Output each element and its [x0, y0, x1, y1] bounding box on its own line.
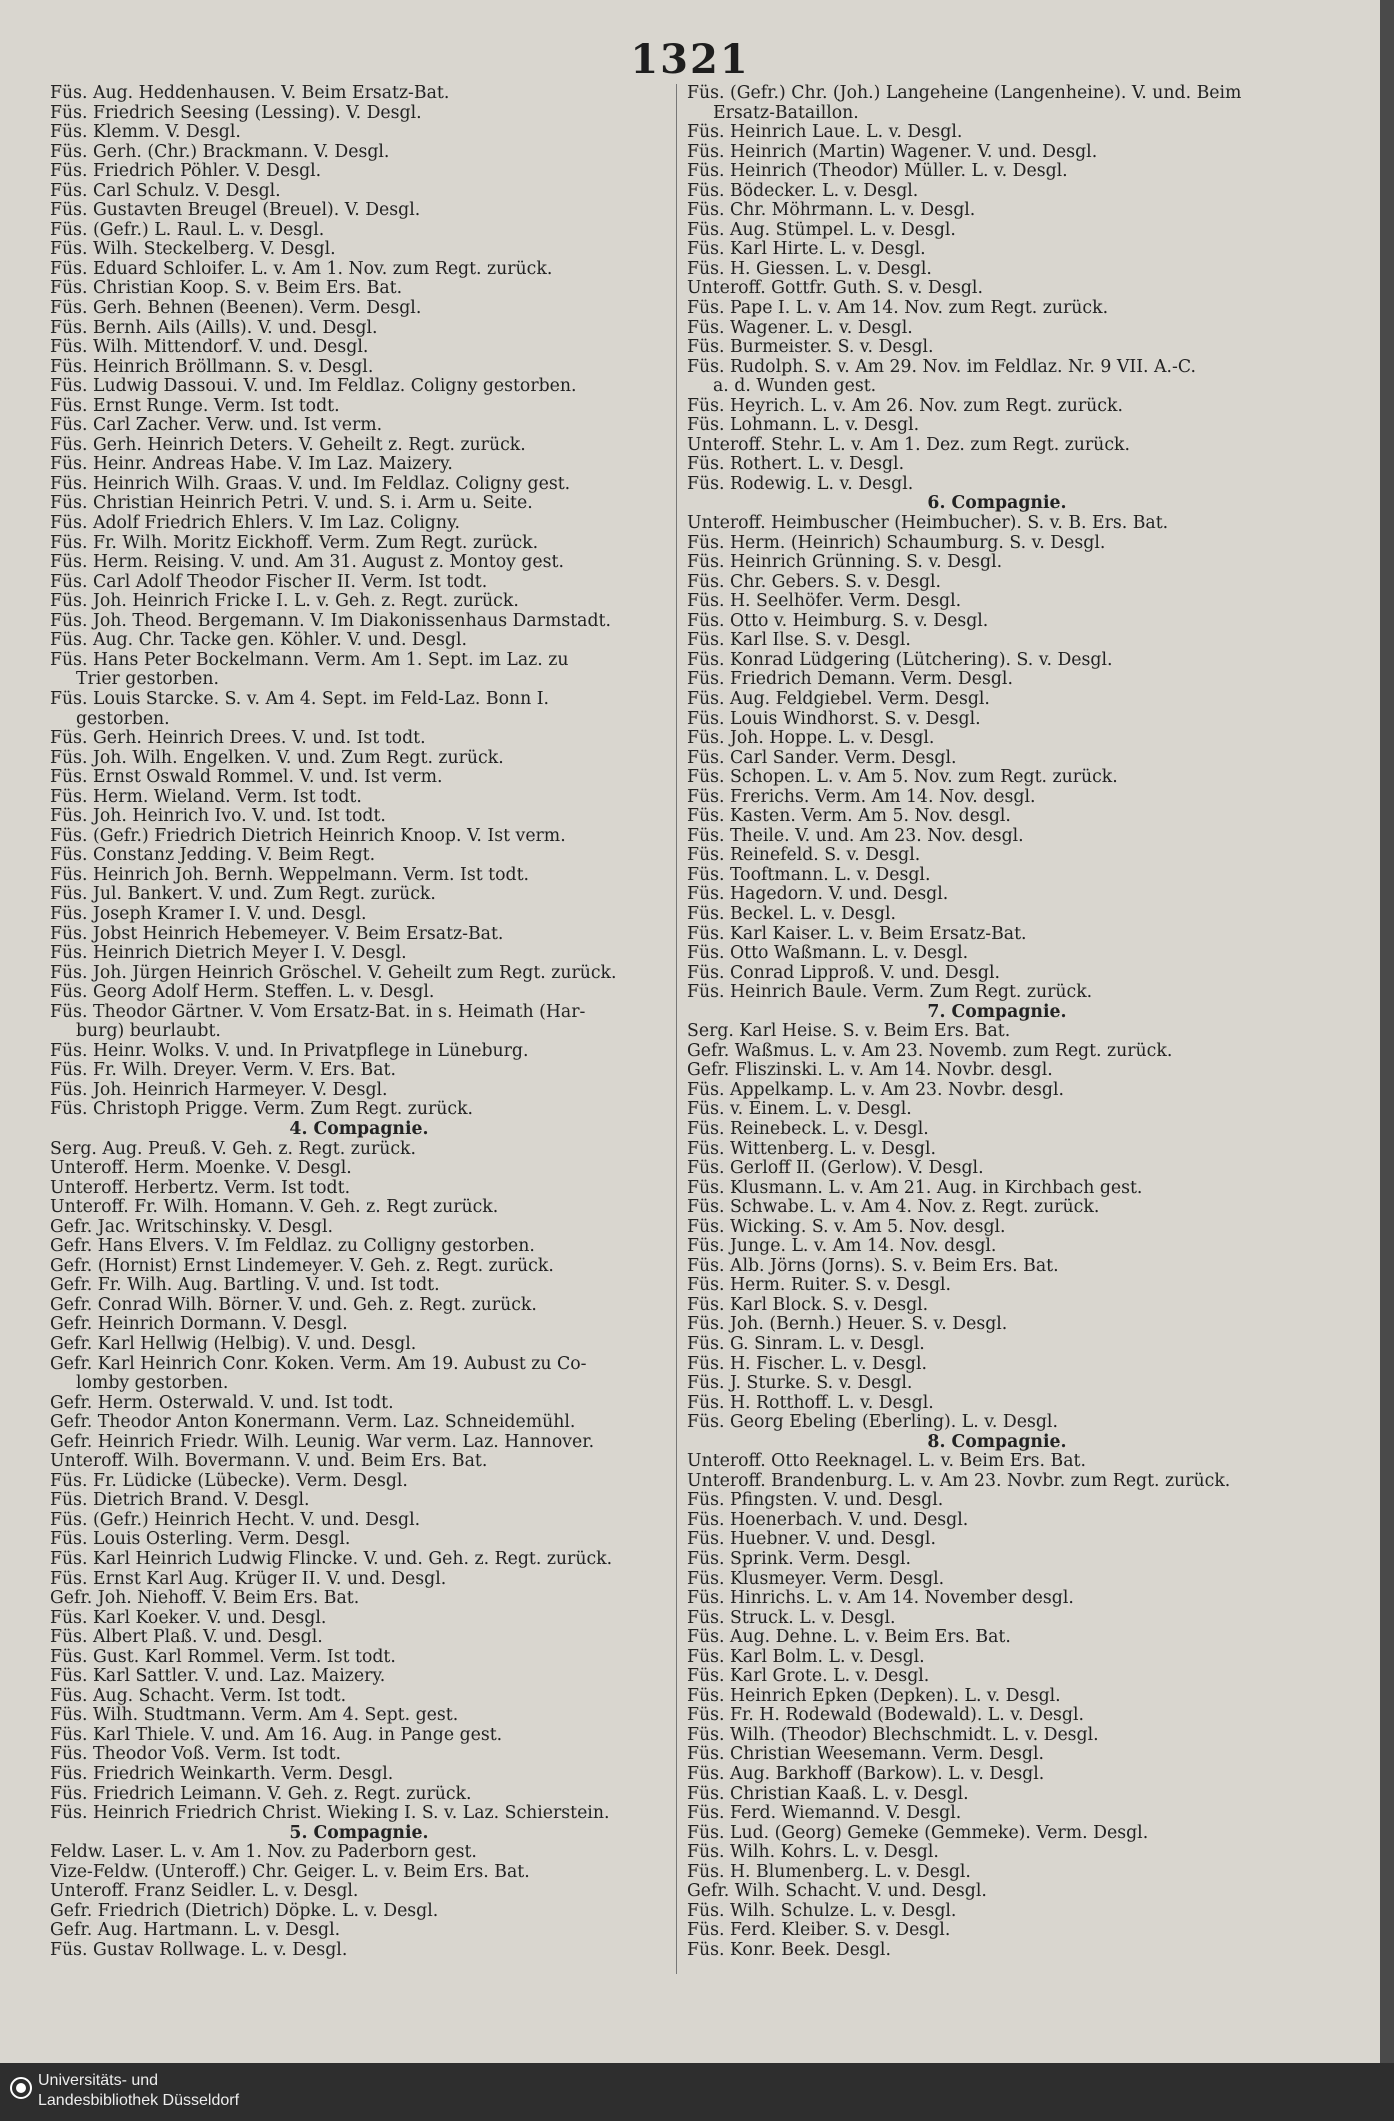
roster-entry: Füs. Klemm. V. Desgl.: [50, 123, 241, 143]
roster-entry: Füs. Karl Ilse. S. v. Desgl.: [687, 631, 911, 651]
roster-entry: Füs. Georg Ebeling (Eberling). L. v. Desgl.: [687, 1413, 1058, 1433]
company-heading: 8. Compagnie.: [927, 1432, 1067, 1452]
roster-entry: Füs. Pape I. L. v. Am 14. Nov. zum Regt. zurück.: [687, 299, 1109, 319]
roster-entry: Füs. Carl Schulz. V. Desgl.: [50, 181, 281, 201]
roster-entry: Füs. Fr. Lüdicke (Lübecke). Verm. Desgl.: [50, 1471, 408, 1491]
roster-entry: Unteroff. Brandenburg. L. v. Am 23. Novbr. zum Regt. zurück.: [687, 1471, 1231, 1491]
roster-entry: Füs. Albert Plaß. V. und. Desgl.: [50, 1628, 323, 1648]
roster-entry: Füs. Christian Koop. S. v. Beim Ers. Bat.: [50, 279, 403, 299]
roster-entry: Füs. (Gefr.) Heinrich Hecht. V. und. Desgl.: [50, 1510, 421, 1530]
roster-entry: Füs. Konrad Lüdgering (Lütchering). S. v. Desgl.: [687, 650, 1113, 670]
roster-entry: Füs. Heinrich Grünning. S. v. Desgl.: [687, 553, 1003, 573]
roster-entry: Füs. (Gefr.) Friedrich Dietrich Heinrich Knoop. V. Ist verm.: [50, 826, 566, 846]
roster-entry: Füs. Wilh. Studtmann. Verm. Am 4. Sept. gest.: [50, 1706, 459, 1726]
roster-entry: Füs. Sprink. Verm. Desgl.: [687, 1550, 912, 1570]
roster-entry: Füs. Karl Kaiser. L. v. Beim Ersatz-Bat.: [687, 924, 1027, 944]
roster-entry: Unteroff. Herm. Moenke. V. Desgl.: [50, 1159, 352, 1179]
library-footer: [0, 2063, 1394, 2121]
roster-entry: Füs. Friedrich Weinkarth. Verm. Desgl.: [50, 1765, 394, 1785]
roster-entry: Füs. Ferd. Wiemannd. V. Desgl.: [687, 1804, 962, 1824]
roster-entry: Füs. Karl Sattler. V. und. Laz. Maizery.: [50, 1667, 386, 1687]
roster-entry: Füs. Jobst Heinrich Hebemeyer. V. Beim Ersatz-Bat.: [50, 924, 504, 944]
library-logo-icon: [10, 2077, 32, 2099]
roster-entry: Füs. Louis Starcke. S. v. Am 4. Sept. im Feld-Laz. Bonn I.: [50, 689, 550, 709]
roster-entry: Füs. Chr. Möhrmann. L. v. Desgl.: [687, 201, 976, 221]
roster-entry: Unteroff. Stehr. L. v. Am 1. Dez. zum Regt. zurück.: [687, 435, 1130, 455]
roster-entry: Füs. (Gefr.) Chr. (Joh.) Langeheine (Langenheine). V. und. Beim: [687, 84, 1242, 103]
roster-entry: Füs. Theile. V. und. Am 23. Nov. desgl.: [687, 826, 1024, 846]
roster-entry: Gefr. Wilh. Schacht. V. und. Desgl.: [687, 1882, 987, 1902]
roster-entry: Füs. Fr. Wilh. Moritz Eickhoff. Verm. Zum Regt. zurück.: [50, 533, 539, 553]
roster-entry: Füs. Ernst Runge. Verm. Ist todt.: [50, 396, 340, 416]
roster-entry: Gefr. (Hornist) Ernst Lindemeyer. V. Geh. z. Regt. zurück.: [50, 1256, 554, 1276]
roster-entry: Gefr. Friedrich (Dietrich) Döpke. L. v. Desgl.: [50, 1901, 439, 1921]
roster-entry: Füs. Gerh. Behnen (Beenen). Verm. Desgl.: [50, 299, 422, 319]
entry-continuation: a. d. Wunden gest.: [713, 377, 877, 397]
roster-entry: Füs. Karl Thiele. V. und. Am 16. Aug. in Pange gest.: [50, 1725, 503, 1745]
roster-entry: Füs. Friedrich Demann. Verm. Desgl.: [687, 670, 1013, 690]
roster-entry: Füs. Herm. Ruiter. S. v. Desgl.: [687, 1276, 952, 1296]
roster-entry: Gefr. Theodor Anton Konermann. Verm. Laz. Schneidemühl.: [50, 1413, 576, 1433]
roster-entry: Füs. Wicking. S. v. Am 5. Nov. desgl.: [687, 1217, 1006, 1237]
roster-entry: Füs. Hinrichs. L. v. Am 14. November desgl.: [687, 1589, 1074, 1609]
roster-entry: Füs. Friedrich Pöhler. V. Desgl.: [50, 162, 322, 182]
roster-entry: Füs. Struck. L. v. Desgl.: [687, 1608, 896, 1628]
roster-entry: Gefr. Heinrich Friedr. Wilh. Leunig. War verm. Laz. Hannover.: [50, 1432, 595, 1452]
roster-entry: Füs. Christian Weesemann. Verm. Desgl.: [687, 1745, 1045, 1765]
roster-entry: Vize-Feldw. (Unteroff.) Chr. Geiger. L. v. Beim Ers. Bat.: [50, 1862, 530, 1882]
roster-entry: Füs. Ernst Oswald Rommel. V. und. Ist verm.: [50, 768, 443, 788]
roster-entry: Füs. Aug. Feldgiebel. Verm. Desgl.: [687, 689, 990, 709]
roster-entry: Füs. H. Giessen. L. v. Desgl.: [687, 259, 932, 279]
roster-entry: Füs. Gerh. (Chr.) Brackmann. V. Desgl.: [50, 142, 390, 162]
roster-entry: Füs. Heinrich Epken (Depken). L. v. Desgl.: [687, 1686, 1061, 1706]
roster-entry: Füs. Rudolph. S. v. Am 29. Nov. im Feldlaz. Nr. 9 VII. A.-C.: [687, 357, 1196, 377]
roster-entry: Füs. Hagedorn. V. und. Desgl.: [687, 885, 949, 905]
roster-entry: Füs. Herm. Reising. V. und. Am 31. August z. Montoy gest.: [50, 553, 564, 573]
roster-entry: Füs. Frerichs. Verm. Am 14. Nov. desgl.: [687, 787, 1036, 807]
roster-entry: Füs. Joh. (Bernh.) Heuer. S. v. Desgl.: [687, 1315, 1008, 1335]
roster-entry: Füs. Carl Adolf Theodor Fischer II. Verm. Ist todt.: [50, 572, 488, 592]
roster-entry: Füs. Konr. Beek. Desgl.: [687, 1940, 891, 1960]
roster-entry: Füs. Wilh. (Theodor) Blechschmidt. L. v. Desgl.: [687, 1725, 1099, 1745]
library-name: [38, 2071, 239, 2111]
roster-entry: Füs. Karl Koeker. V. und. Desgl.: [50, 1608, 327, 1628]
roster-entry: Füs. Alb. Jörns (Jorns). S. v. Beim Ers. Bat.: [687, 1256, 1059, 1276]
roster-entry: Feldw. Laser. L. v. Am 1. Nov. zu Paderborn gest.: [50, 1843, 477, 1863]
roster-entry: Gefr. Heinrich Dormann. V. Desgl.: [50, 1315, 348, 1335]
roster-entry: Füs. Wilh. Mittendorf. V. und. Desgl.: [50, 338, 369, 358]
roster-entry: Füs. Constanz Jedding. V. Beim Regt.: [50, 846, 376, 866]
roster-entry: Füs. Wilh. Kohrs. L. v. Desgl.: [687, 1843, 939, 1863]
entry-continuation: lomby gestorben.: [76, 1374, 229, 1394]
roster-entry: Füs. H. Rotthoff. L. v. Desgl.: [687, 1393, 934, 1413]
roster-entry: Füs. (Gefr.) L. Raul. L. v. Desgl.: [50, 220, 325, 240]
roster-entry: Füs. Hans Peter Bockelmann. Verm. Am 1. Sept. im Laz. zu: [50, 650, 569, 670]
roster-entry: Füs. Joh. Heinrich Fricke I. L. v. Geh. z. Regt. zurück.: [50, 592, 519, 612]
roster-entry: Füs. Wagener. L. v. Desgl.: [687, 318, 913, 338]
roster-entry: Gefr. Karl Heinrich Conr. Koken. Verm. Am 19. Aubust zu Co-: [50, 1354, 587, 1374]
roster-entry: Füs. Heinrich Joh. Bernh. Weppelmann. Verm. Ist todt.: [50, 865, 530, 885]
entry-continuation: burg) beurlaubt.: [76, 1022, 221, 1042]
roster-entry: Füs. Christian Heinrich Petri. V. und. S. i. Arm u. Seite.: [50, 494, 533, 514]
roster-entry: Füs. Joseph Kramer I. V. und. Desgl.: [50, 904, 367, 924]
library-name-line2: Landesbibliothek Düsseldorf: [38, 2092, 240, 2109]
roster-entry: Füs. Otto v. Heimburg. S. v. Desgl.: [687, 611, 989, 631]
roster-entry: Füs. Burmeister. S. v. Desgl.: [687, 338, 934, 358]
roster-entry: Füs. Ferd. Kleiber. S. v. Desgl.: [687, 1921, 951, 1941]
roster-entry: Füs. Aug. Dehne. L. v. Beim Ers. Bat.: [687, 1628, 1011, 1648]
roster-entry: Füs. Heinrich Laue. L. v. Desgl.: [687, 123, 963, 143]
roster-entry: Füs. Otto Waßmann. L. v. Desgl.: [687, 944, 969, 964]
roster-entry: Füs. Fr. H. Rodewald (Bodewald). L. v. Desgl.: [687, 1706, 1084, 1726]
roster-entry: Füs. Joh. Jürgen Heinrich Gröschel. V. Geheilt zum Regt. zurück.: [50, 963, 617, 983]
page-number: 1321: [630, 36, 750, 83]
roster-entry: Füs. Bernh. Ails (Aills). V. und. Desgl.: [50, 318, 378, 338]
left-column: [50, 84, 668, 1961]
roster-entry: Füs. Gerh. Heinrich Drees. V. und. Ist todt.: [50, 729, 426, 749]
roster-entry: Füs. Karl Bolm. L. v. Desgl.: [687, 1647, 925, 1667]
roster-entry: Unteroff. Wilh. Bovermann. V. und. Beim Ers. Bat.: [50, 1452, 488, 1472]
roster-entry: Füs. Heinr. Andreas Habe. V. Im Laz. Maizery.: [50, 455, 453, 475]
roster-entry: Füs. Louis Windhorst. S. v. Desgl.: [687, 709, 981, 729]
roster-entry: Füs. Klusmeyer. Verm. Desgl.: [687, 1569, 945, 1589]
roster-entry: Füs. Schopen. L. v. Am 5. Nov. zum Regt. zurück.: [687, 768, 1118, 788]
roster-entry: Füs. H. Fischer. L. v. Desgl.: [687, 1354, 927, 1374]
column-divider: [676, 84, 677, 1974]
roster-entry: Füs. Ludwig Dassoui. V. und. Im Feldlaz. Coligny gestorben.: [50, 377, 577, 397]
roster-entry: Füs. Heinrich Baule. Verm. Zum Regt. zurück.: [687, 983, 1093, 1003]
roster-entry: Gefr. Herm. Osterwald. V. und. Ist todt.: [50, 1393, 394, 1413]
roster-entry: Füs. v. Einem. L. v. Desgl.: [687, 1100, 912, 1120]
roster-entry: Füs. Carl Zacher. Verw. und. Ist verm.: [50, 416, 383, 436]
roster-entry: Füs. Aug. Heddenhausen. V. Beim Ersatz-Bat.: [50, 84, 450, 103]
roster-entry: Füs. Heyrich. L. v. Am 26. Nov. zum Regt. zurück.: [687, 396, 1123, 416]
roster-entry: Füs. Friedrich Leimann. V. Geh. z. Regt. zurück.: [50, 1784, 472, 1804]
roster-entry: Füs. Beckel. L. v. Desgl.: [687, 904, 896, 924]
roster-entry: Füs. Joh. Theod. Bergemann. V. Im Diakonissenhaus Darmstadt.: [50, 611, 611, 631]
company-heading: 5. Compagnie.: [289, 1823, 429, 1843]
company-heading: 7. Compagnie.: [927, 1002, 1067, 1022]
roster-entry: Füs. Aug. Barkhoff (Barkow). L. v. Desgl.: [687, 1765, 1045, 1785]
roster-entry: Gefr. Jac. Writschinsky. V. Desgl.: [50, 1217, 333, 1237]
roster-entry: Füs. Appelkamp. L. v. Am 23. Novbr. desgl.: [687, 1080, 1064, 1100]
roster-entry: Unteroff. Otto Reeknagel. L. v. Beim Ers. Bat.: [687, 1452, 1086, 1472]
roster-entry: Füs. Herm. (Heinrich) Schaumburg. S. v. Desgl.: [687, 533, 1106, 553]
roster-entry: Füs. Dietrich Brand. V. Desgl.: [50, 1491, 310, 1511]
roster-entry: Unteroff. Herbertz. Verm. Ist todt.: [50, 1178, 351, 1198]
roster-entry: Füs. Fr. Wilh. Dreyer. Verm. V. Ers. Bat.: [50, 1061, 396, 1081]
roster-entry: Füs. Conrad Lipproß. V. und. Desgl.: [687, 963, 1000, 983]
roster-entry: Füs. Carl Sander. Verm. Desgl.: [687, 748, 957, 768]
roster-entry: Serg. Karl Heise. S. v. Beim Ers. Bat.: [687, 1022, 1011, 1042]
roster-entry: Füs. Joh. Heinrich Ivo. V. und. Ist todt.: [50, 807, 386, 827]
roster-entry: Füs. Lud. (Georg) Gemeke (Gemmeke). Verm. Desgl.: [687, 1823, 1149, 1843]
roster-entry: Gefr. Fr. Wilh. Aug. Bartling. V. und. Ist todt.: [50, 1276, 440, 1296]
roster-entry: Füs. Louis Osterling. Verm. Desgl.: [50, 1530, 351, 1550]
roster-entry: Füs. Wilh. Schulze. L. v. Desgl.: [687, 1901, 957, 1921]
roster-entry: Füs. Joh. Heinrich Harmeyer. V. Desgl.: [50, 1080, 388, 1100]
roster-entry: Füs. Reinebeck. L. v. Desgl.: [687, 1119, 929, 1139]
roster-entry: Füs. Lohmann. L. v. Desgl.: [687, 416, 920, 436]
roster-entry: Füs. Gustavten Breugel (Breuel). V. Desgl.: [50, 201, 421, 221]
roster-entry: Füs. Aug. Chr. Tacke gen. Köhler. V. und. Desgl.: [50, 631, 467, 651]
roster-entry: Füs. Rodewig. L. v. Desgl.: [687, 474, 914, 494]
roster-entry: Füs. Gerh. Heinrich Deters. V. Geheilt z. Regt. zurück.: [50, 435, 526, 455]
roster-entry: Füs. Georg Adolf Herm. Steffen. L. v. Desgl.: [50, 983, 435, 1003]
right-column: [687, 84, 1307, 1961]
roster-entry: Füs. Gerloff II. (Gerlow). V. Desgl.: [687, 1159, 984, 1179]
roster-entry: Füs. Christoph Prigge. Verm. Zum Regt. zurück.: [50, 1100, 474, 1120]
roster-entry: Füs. H. Blumenberg. L. v. Desgl.: [687, 1862, 971, 1882]
roster-entry: Füs. Karl Hirte. L. v. Desgl.: [687, 240, 926, 260]
roster-entry: Füs. Theodor Voß. Verm. Ist todt.: [50, 1745, 342, 1765]
roster-entry: Füs. Heinr. Wolks. V. und. In Privatpflege in Lüneburg.: [50, 1041, 529, 1061]
roster-entry: Füs. Heinrich (Martin) Wagener. V. und. Desgl.: [687, 142, 1098, 162]
entry-continuation: Ersatz-Bataillon.: [713, 103, 859, 123]
roster-entry: Füs. Hoenerbach. V. und. Desgl.: [687, 1510, 969, 1530]
roster-entry: Füs. Rothert. L. v. Desgl.: [687, 455, 905, 475]
roster-entry: Füs. Gustav Rollwage. L. v. Desgl.: [50, 1940, 348, 1960]
roster-entry: Füs. Theodor Gärtner. V. Vom Ersatz-Bat. in s. Heimath (Har-: [50, 1002, 586, 1022]
roster-entry: Füs. Karl Grote. L. v. Desgl.: [687, 1667, 930, 1687]
company-heading: 6. Compagnie.: [927, 494, 1067, 514]
roster-entry: Füs. Heinrich Friedrich Christ. Wieking I. S. v. Laz. Schierstein.: [50, 1804, 610, 1824]
roster-entry: Füs. Aug. Stümpel. L. v. Desgl.: [687, 220, 956, 240]
roster-entry: Gefr. Karl Hellwig (Helbig). V. und. Desgl.: [50, 1335, 417, 1354]
roster-entry: Füs. Junge. L. v. Am 14. Nov. desgl.: [687, 1237, 997, 1257]
roster-entry: Füs. Ernst Karl Aug. Krüger II. V. und. Desgl.: [50, 1569, 447, 1589]
roster-entry: Unteroff. Gottfr. Guth. S. v. Desgl.: [687, 279, 983, 299]
roster-entry: Füs. Bödecker. L. v. Desgl.: [687, 181, 919, 201]
roster-entry: Serg. Aug. Preuß. V. Geh. z. Regt. zurück.: [50, 1139, 416, 1159]
roster-entry: Füs. Kasten. Verm. Am 5. Nov. desgl.: [687, 807, 1011, 827]
roster-entry: Füs. Karl Block. S. v. Desgl.: [687, 1295, 929, 1315]
roster-entry: Füs. Joh. Hoppe. L. v. Desgl.: [687, 729, 935, 749]
roster-entry: Füs. Christian Kaaß. L. v. Desgl.: [687, 1784, 969, 1804]
roster-entry: Füs. Chr. Gebers. S. v. Desgl.: [687, 572, 942, 592]
roster-entry: Füs. G. Sinram. L. v. Desgl.: [687, 1335, 925, 1354]
roster-entry: Füs. Schwabe. L. v. Am 4. Nov. z. Regt. zurück.: [687, 1198, 1100, 1218]
roster-entry: Füs. Eduard Schloifer. L. v. Am 1. Nov. zum Regt. zurück.: [50, 259, 553, 279]
roster-entry: Gefr. Fliszinski. L. v. Am 14. Novbr. desgl.: [687, 1061, 1053, 1081]
roster-entry: Unteroff. Franz Seidler. L. v. Desgl.: [50, 1882, 359, 1902]
roster-entry: Füs. J. Sturke. S. v. Desgl.: [687, 1374, 913, 1394]
roster-entry: Füs. Aug. Schacht. Verm. Ist todt.: [50, 1686, 347, 1706]
roster-entry: Füs. Tooftmann. L. v. Desgl.: [687, 865, 931, 885]
roster-entry: Füs. Jul. Bankert. V. und. Zum Regt. zurück.: [50, 885, 436, 905]
roster-entry: Füs. Pfingsten. V. und. Desgl.: [687, 1491, 944, 1511]
roster-entry: Gefr. Conrad Wilh. Börner. V. und. Geh. z. Regt. zurück.: [50, 1295, 537, 1315]
roster-entry: Füs. Heinrich Wilh. Graas. V. und. Im Feldlaz. Coligny gest.: [50, 474, 571, 494]
roster-entry: Füs. Wittenberg. L. v. Desgl.: [687, 1139, 936, 1159]
company-heading: 4. Compagnie.: [289, 1119, 429, 1139]
roster-entry: Füs. H. Seelhöfer. Verm. Desgl.: [687, 592, 962, 612]
roster-entry: Unteroff. Heimbuscher (Heimbucher). S. v. B. Ers. Bat.: [687, 514, 1169, 534]
roster-entry: Füs. Heinrich Bröllmann. S. v. Desgl.: [50, 357, 374, 377]
roster-entry: Füs. Gust. Karl Rommel. Verm. Ist todt.: [50, 1647, 396, 1667]
roster-entry: Gefr. Hans Elvers. V. Im Feldlaz. zu Colligny gestorben.: [50, 1237, 535, 1257]
roster-entry: Füs. Adolf Friedrich Ehlers. V. Im Laz. Coligny.: [50, 514, 460, 534]
roster-entry: Gefr. Joh. Niehoff. V. Beim Ers. Bat.: [50, 1589, 360, 1609]
roster-entry: Füs. Klusmann. L. v. Am 21. Aug. in Kirchbach gest.: [687, 1178, 1143, 1198]
entry-continuation: gestorben.: [76, 709, 170, 729]
roster-entry: Füs. Karl Heinrich Ludwig Flincke. V. und. Geh. z. Regt. zurück.: [50, 1550, 613, 1570]
entry-continuation: Trier gestorben.: [76, 670, 219, 690]
roster-entry: Füs. Wilh. Steckelberg. V. Desgl.: [50, 240, 336, 260]
roster-entry: Füs. Heinrich (Theodor) Müller. L. v. Desgl.: [687, 162, 1068, 182]
roster-entry: Füs. Huebner. V. und. Desgl.: [687, 1530, 936, 1550]
roster-entry: Füs. Reinefeld. S. v. Desgl.: [687, 846, 921, 866]
library-name-line1: Universitäts- und: [38, 2072, 159, 2089]
roster-entry: Füs. Herm. Wieland. Verm. Ist todt.: [50, 787, 362, 807]
roster-entry: Gefr. Aug. Hartmann. L. v. Desgl.: [50, 1921, 341, 1941]
roster-entry: Füs. Joh. Wilh. Engelken. V. und. Zum Regt. zurück.: [50, 748, 504, 768]
roster-entry: Füs. Friedrich Seesing (Lessing). V. Desgl.: [50, 103, 422, 123]
roster-entry: Füs. Heinrich Dietrich Meyer I. V. Desgl.: [50, 944, 407, 964]
roster-entry: Unteroff. Fr. Wilh. Homann. V. Geh. z. Regt zurück.: [50, 1198, 499, 1218]
roster-entry: Gefr. Waßmus. L. v. Am 23. Novemb. zum Regt. zurück.: [687, 1041, 1173, 1061]
